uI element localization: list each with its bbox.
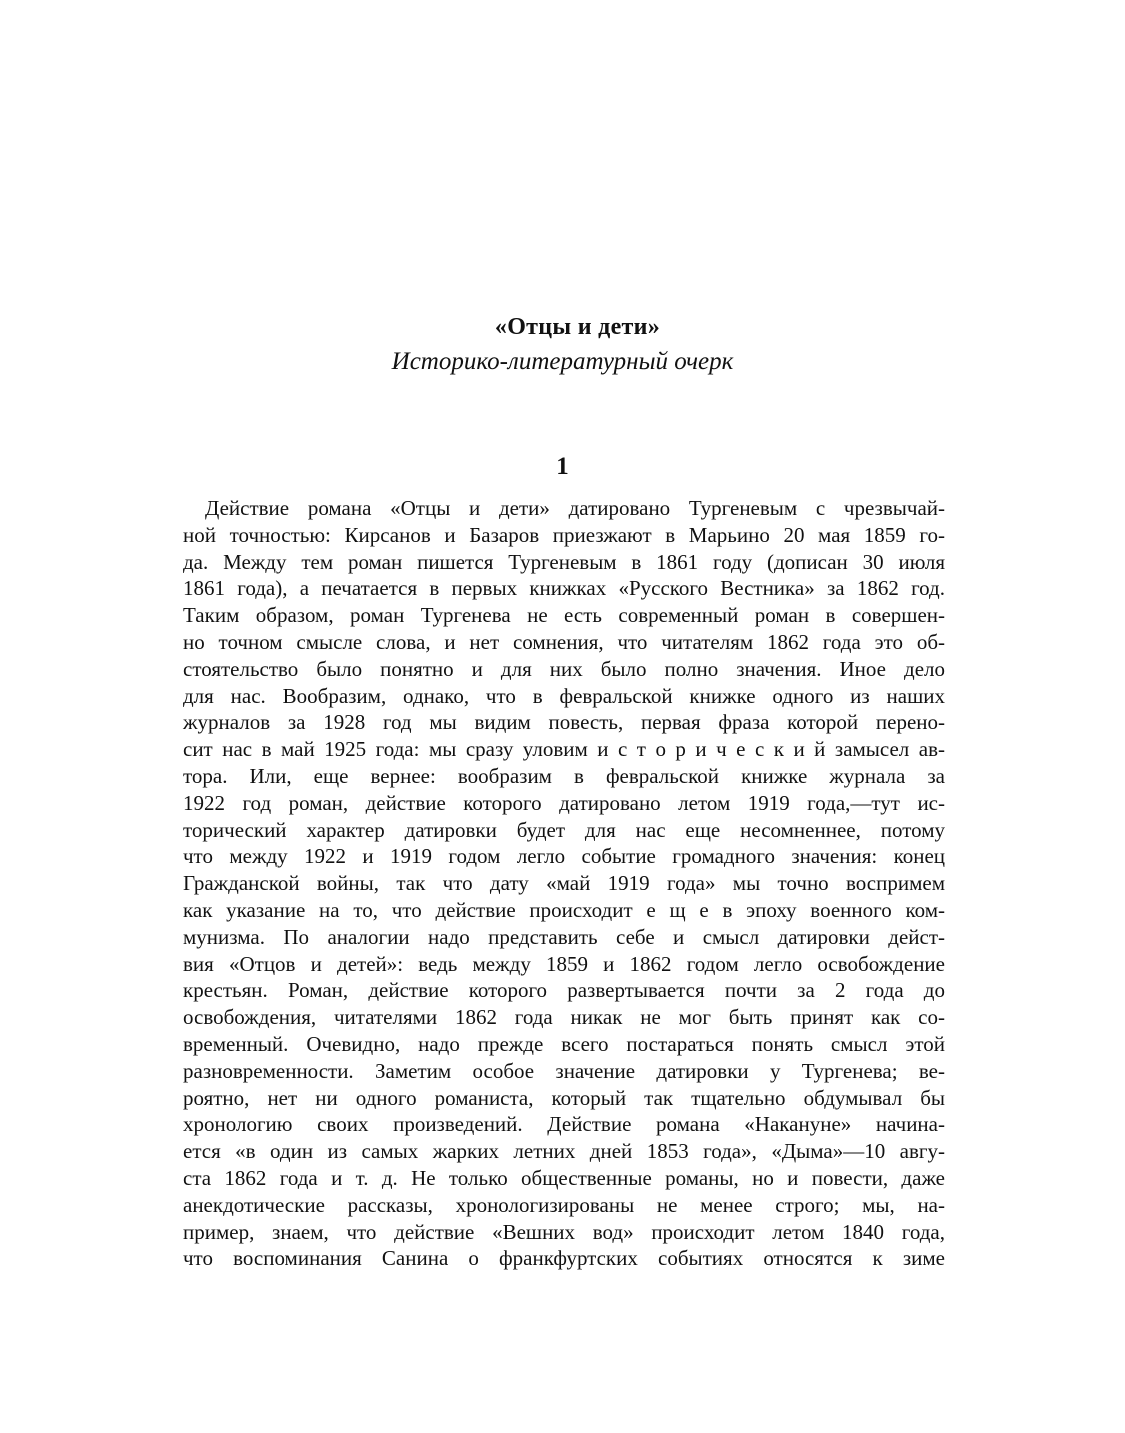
text-line: крестьян. Роман, действие которого развертывается почти за 2 года до (183, 978, 945, 1003)
text-line: ется «в один из самых жарких летних дней 1853 года», «Дыма»—10 авгу- (183, 1139, 945, 1164)
text-line: ной точностью: Кирсанов и Базаров приезжают в Марьино 20 мая 1859 го- (183, 522, 945, 547)
text-line: но точном смысле слова, и нет сомнения, что читателям 1862 года это об- (183, 629, 945, 654)
page-title: «Отцы и дети» (494, 314, 661, 340)
text-line: 1861 года), а печатается в первых книжках «Русского Вестника» за 1862 год. (183, 576, 945, 601)
text-line: Действие романа «Отцы и дети» датировано Тургеневым с чрезвычай- (205, 496, 945, 520)
text-line: временный. Очевидно, надо прежде всего постараться понять смысл этой (183, 1031, 945, 1056)
text-line: анекдотические рассказы, хронологизированы не менее строго; мы, на- (183, 1192, 945, 1217)
text-line: журналов за 1928 год мы видим повесть, первая фраза которой перено- (183, 710, 945, 735)
text-line: Таким образом, роман Тургенева не есть современный роман в совершен- (183, 603, 945, 628)
text-line: что воспоминания Санина о франкфуртских событиях относятся к зиме (183, 1246, 945, 1271)
text-line: роятно, нет ни одного романиста, который так тщательно обдумывал бы (183, 1085, 945, 1110)
text-line: Гражданской войны, так что дату «май 1919 года» мы точно воспримем (183, 871, 945, 896)
text-line: ста 1862 года и т. д. Не только общественные романы, но и повести, даже (183, 1165, 945, 1190)
text-line: хронологию своих произведений. Действие романа «Накануне» начина- (183, 1112, 945, 1137)
text-line: сит нас в май 1925 года: мы сразу уловим и с т о р и ч е с к и й замысел ав- (183, 737, 945, 762)
text-line: тора. Или, еще вернее: вообразим в февральской книжке журнала за (183, 763, 945, 788)
text-line: освобождения, читателями 1862 года никак не мог быть принят как со- (183, 1005, 945, 1030)
text-line: разновременности. Заметим особое значение датировки у Тургенева; ве- (183, 1058, 945, 1083)
text-line: вия «Отцов и детей»: ведь между 1859 и 1862 годом легло освобождение (183, 951, 945, 976)
text-line: торический характер датировки будет для нас еще несомненнее, потому (183, 817, 945, 842)
text-line: мунизма. По аналогии надо представить себе и смысл датировки дейст- (183, 924, 945, 949)
text-line: как указание на то, что действие происходит е щ е в эпоху военного ком- (183, 897, 945, 922)
section-number: 1 (556, 453, 569, 480)
text-line: что между 1922 и 1919 годом легло событие громадного значения: конец (183, 844, 945, 869)
text-line: да. Между тем роман пишется Тургеневым в 1861 году (дописан 30 июля (183, 549, 945, 574)
text-line: пример, знаем, что действие «Вешних вод» происходит летом 1840 года, (183, 1219, 945, 1244)
text-line: для нас. Вообразим, однако, что в февральской книжке одного из наших (183, 683, 945, 708)
body-paragraph (183, 495, 945, 1272)
text-line: 1922 год роман, действие которого датировано летом 1919 года,—тут ис- (183, 790, 945, 815)
page-subtitle: Историко-литературный очерк (391, 348, 734, 375)
text-line: стоятельство было понятно и для них было полно значения. Иное дело (183, 656, 945, 681)
